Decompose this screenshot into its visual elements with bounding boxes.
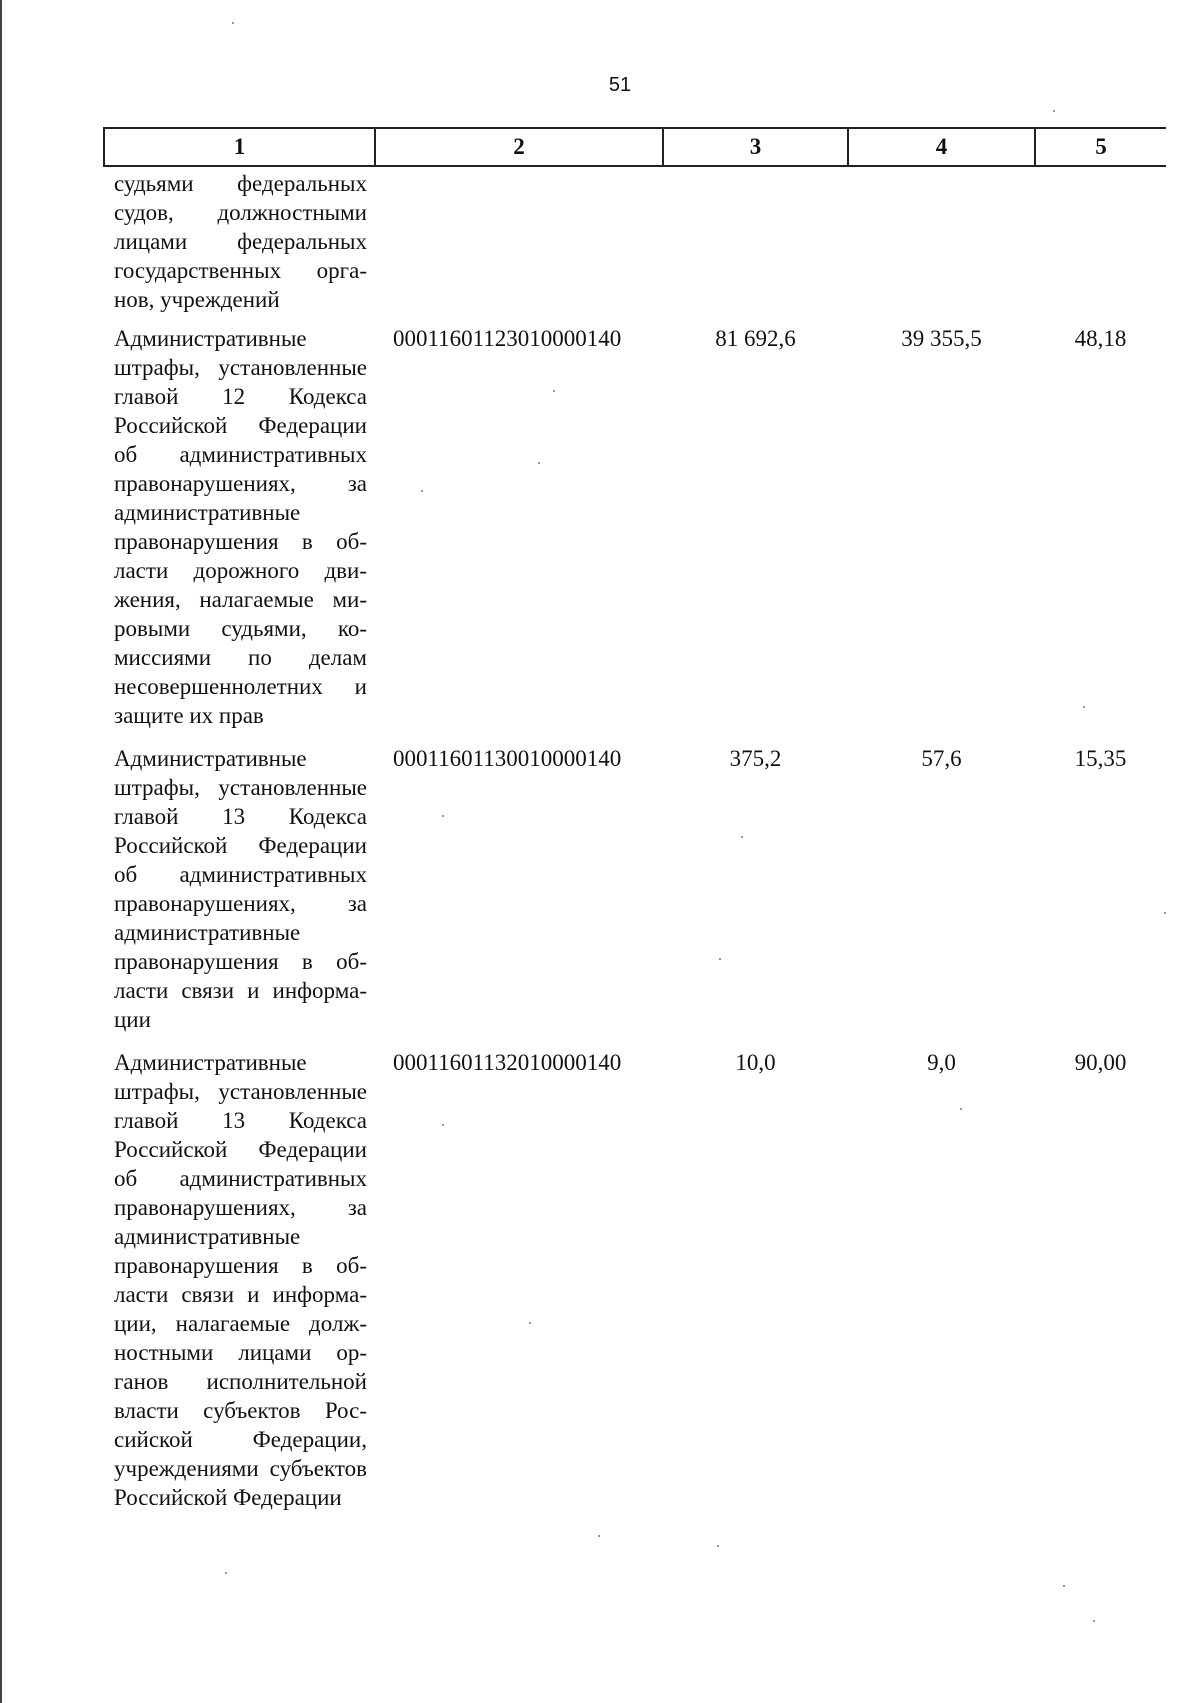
page-edge (0, 0, 2, 1703)
header-col-5: 5 (1035, 128, 1166, 166)
row-value-col3: 375,2 (729, 746, 782, 771)
table-row (104, 1038, 1166, 1516)
row-code: 00011601130010000140 (393, 746, 622, 771)
row-description: судьями федеральных судов, должностными лицами федеральных государственных органов, учреждений (114, 171, 367, 312)
table-row (104, 314, 1166, 734)
row-value-col4 (848, 166, 1035, 314)
page-number: 51 (608, 74, 632, 96)
row-code: 00011601123010000140 (393, 326, 622, 351)
scan-speck (529, 1322, 531, 1324)
scan-speck (442, 1124, 444, 1126)
row-description: Административные штрафы, установленные главой 13 Кодекса Российской Федерации об административных правонарушениях, за административные правонарушения в области связи и информации (114, 746, 367, 1032)
row-value-col5 (1035, 166, 1166, 314)
scan-speck (598, 1535, 600, 1537)
row-description: Административные штрафы, установленные главой 13 Кодекса Российской Федерации об административных правонарушениях, за административные правонарушения в области связи и информации, налагаемые должностными лицами органов исполнительной власти субъектов Российской Федерации, учреждениями субъектов Российской Федерации (114, 1050, 367, 1510)
scan-speck (538, 462, 540, 464)
scan-speck (1063, 1585, 1065, 1587)
scan-speck (717, 1545, 719, 1547)
row-value-col4: 57,6 (921, 746, 962, 771)
table-row (104, 734, 1166, 1038)
scan-speck (1164, 912, 1166, 914)
row-value-col5: 15,35 (1074, 746, 1127, 771)
header-col-3: 3 (663, 128, 848, 166)
scan-speck (960, 1108, 962, 1110)
row-value-col3 (663, 166, 848, 314)
scan-speck (741, 836, 743, 838)
header-col-4: 4 (848, 128, 1035, 166)
scan-speck (225, 1572, 227, 1574)
row-description: Административные штрафы, установленные главой 12 Кодекса Российской Федерации об административных правонарушениях, за административные правонарушения в области дорожного движения, налагаемые мировыми судьями, комиссиями по делам несовершеннолетних и защите их прав (114, 326, 367, 728)
row-code: 00011601132010000140 (393, 1050, 622, 1075)
header-row (104, 128, 1166, 166)
row-value-col5: 90,00 (1074, 1050, 1127, 1075)
scan-speck (553, 390, 555, 392)
row-value-col5: 48,18 (1074, 326, 1127, 351)
scan-speck (1053, 110, 1055, 112)
table-row (104, 166, 1166, 314)
report-table (103, 127, 1166, 1516)
scan-speck (719, 958, 721, 960)
header-col-1: 1 (104, 128, 375, 166)
row-value-col3: 81 692,6 (715, 326, 796, 351)
scan-speck (421, 490, 423, 492)
scan-speck (1083, 706, 1085, 708)
row-value-col3: 10,0 (735, 1050, 776, 1075)
header-col-2: 2 (375, 128, 663, 166)
scan-speck (442, 815, 444, 817)
row-code (375, 166, 663, 314)
row-value-col4: 39 355,5 (901, 326, 982, 351)
row-value-col4: 9,0 (927, 1050, 956, 1075)
scan-speck (232, 22, 234, 24)
scan-speck (1093, 1620, 1095, 1622)
